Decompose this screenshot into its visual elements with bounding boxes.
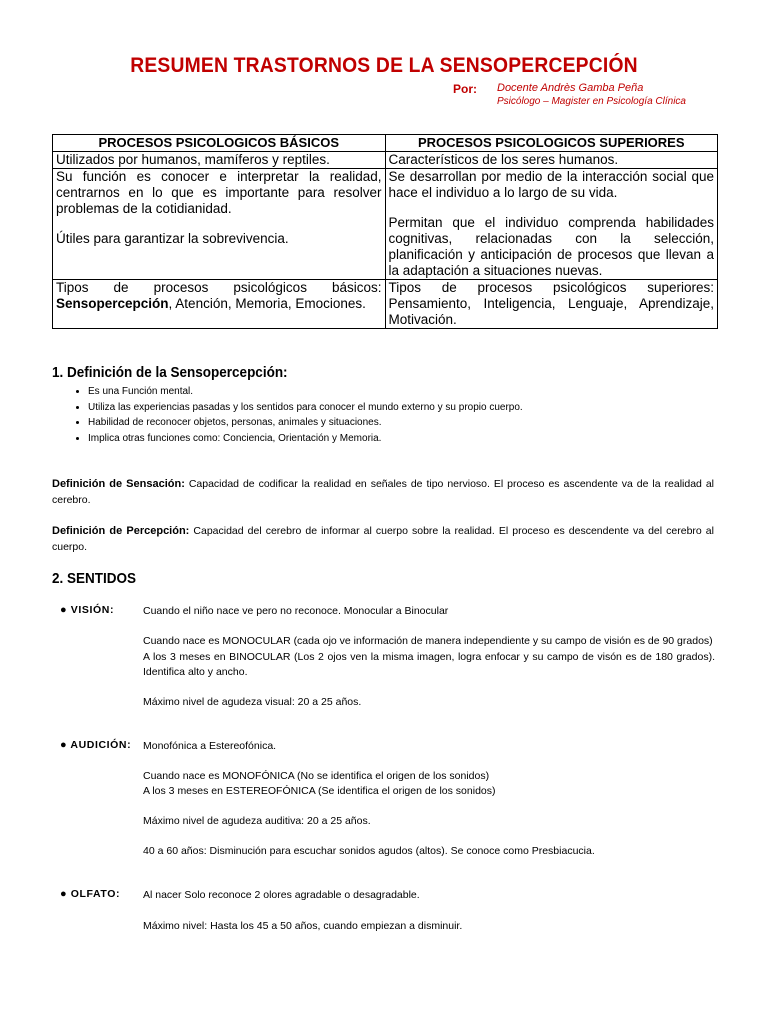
sensacion-label: Definición de Sensación: [52, 478, 185, 490]
table-cell: Utilizados por humanos, mamíferos y reptiles. [53, 152, 386, 169]
vision-label [60, 604, 114, 616]
olfato-label [60, 888, 120, 900]
list-item: • Habilidad de reconocer objetos, personas, animales y situaciones. [88, 415, 523, 431]
document-title: RESUMEN TRASTORNOS DE LA SENSOPERCEPCIÓN [130, 54, 638, 77]
vision-line: Máximo nivel de agudeza visual: 20 a 25 años. [143, 696, 362, 708]
percepcion-label: Definición de Percepción: [52, 525, 190, 537]
list-item: • Es una Función mental. [88, 384, 523, 400]
table-cell: Tipos de procesos psicológicos superiores: Pensamiento, Inteligencia, Lenguaje, Aprendizaje, Motivación. [385, 280, 718, 329]
author-title: Psicólogo – Magister en Psicología Clínica [497, 96, 686, 107]
audicion-line: A los 3 meses en ESTEREOFÓNICA (Se identifica el origen de los sonidos) [143, 785, 496, 797]
audicion-line: Cuando nace es MONOFÓNICA (No se identifica el origen de los sonidos) [143, 770, 490, 782]
audicion-line: 40 a 60 años: Disminución para escuchar sonidos agudos (altos). Se conoce como Presbiacucia. [143, 845, 595, 857]
cell-paragraph: Permitan que el individuo comprenda habilidades cognitivas, relacionadas con la selección, planificación y anticipación de procesos que llevan a la adaptación a situaciones nuevas. [388, 215, 714, 278]
olfato-line: Máximo nivel: Hasta los 45 a 50 años, cuando empiezan a disminuir. [143, 920, 463, 932]
bullet-icon: ● [60, 739, 68, 751]
cell-paragraph: Útiles para garantizar la sobrevivencia. [56, 231, 289, 246]
table-row [53, 169, 718, 280]
sensacion-definition [52, 476, 714, 508]
table-cell [53, 280, 386, 329]
sensacion-text: Capacidad de codificar la realidad en señales de tipo nervioso. El proceso es ascendente va de la realidad al cerebro. [52, 478, 714, 506]
audicion-label [60, 739, 131, 751]
table-cell [53, 169, 386, 280]
processes-table [52, 134, 718, 329]
list-item: • Implica otras funciones como: Conciencia, Orientación y Memoria. [88, 431, 523, 447]
col-header-basic: PROCESOS PSICOLOGICOS BÁSICOS [53, 135, 386, 152]
audicion-label-text: AUDICIÓN: [70, 739, 132, 751]
cell-paragraph: Se desarrollan por medio de la interacción social que hace el individuo a lo largo de su vida. [388, 169, 714, 200]
author-name: Docente Andrès Gamba Peña [497, 82, 644, 94]
list-item: • Utiliza las experiencias pasadas y los sentidos para conocer el mundo externo y su propio cuerpo. [88, 400, 523, 416]
table-row [53, 280, 718, 329]
audicion-line: Monofónica a Estereofónica. [143, 740, 277, 752]
table-row [53, 152, 718, 169]
percepcion-text: Capacidad del cerebro de informar al cuerpo sobre la realidad. El proceso es descendente va del cerebro al cuerpo. [52, 525, 714, 553]
cell-text: , Atención, Memoria, Emociones. [168, 296, 366, 311]
vision-label-text: VISIÓN: [70, 604, 115, 616]
definition-bullet-list [52, 384, 523, 446]
cell-paragraph: Su función es conocer e interpretar la realidad, centrarnos en lo que es importante para resolver problemas de la cotidianidad. [56, 169, 382, 216]
vision-line: Cuando el niño nace ve pero no reconoce. Monocular a Binocular [143, 605, 449, 617]
table-cell [385, 169, 718, 280]
olfato-label-text: OLFATO: [70, 888, 121, 900]
audicion-line: Máximo nivel de agudeza auditiva: 20 a 25 años. [143, 815, 371, 827]
percepcion-definition [52, 523, 714, 555]
author-prefix: Por: [453, 82, 477, 96]
section2-heading: 2. SENTIDOS [52, 570, 137, 587]
bullet-icon: ● [60, 604, 68, 616]
cell-bold-text: Sensopercepción [56, 296, 169, 311]
olfato-line: Al nacer Solo reconoce 2 olores agradable o desagradable. [143, 889, 420, 901]
table-cell: Característicos de los seres humanos. [385, 152, 718, 169]
vision-line: Cuando nace es MONOCULAR (cada ojo ve información de manera independiente y su campo de visión es de 90 grados) [143, 635, 713, 647]
col-header-superior: PROCESOS PSICOLOGICOS SUPERIORES [385, 135, 718, 152]
table-header-row [53, 135, 718, 152]
vision-line: A los 3 meses en BINOCULAR (Los 2 ojos ven la misma imagen, logra enfocar y su campo de visón es de 180 grados). Identifica alto y ancho. [143, 651, 715, 678]
section1-heading: 1. Definición de la Sensopercepción: [52, 364, 288, 381]
bullet-icon: ● [60, 888, 68, 900]
cell-text: Tipos de procesos psicológicos básicos: [56, 280, 382, 295]
